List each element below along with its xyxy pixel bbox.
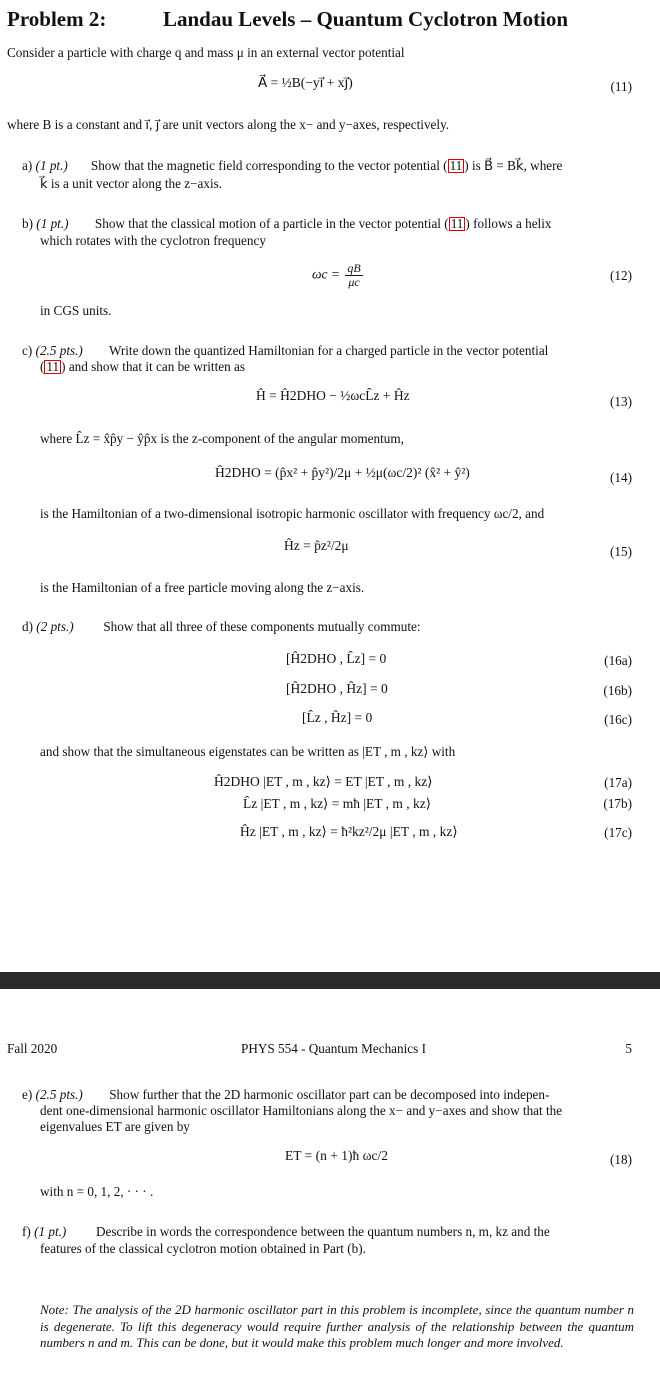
equation-14-number: (14): [610, 470, 632, 485]
equation-17c-number: (17c): [604, 825, 632, 840]
part-b-label: b): [22, 216, 33, 231]
equation-16b: [Ĥ2DHO , Ĥz] = 0: [286, 681, 388, 696]
equation-16a: [Ĥ2DHO , L̂z] = 0: [286, 651, 387, 666]
part-e-after: with n = 0, 1, 2, · · · .: [40, 1184, 154, 1199]
part-e-points: (2.5 pts.): [35, 1087, 83, 1102]
equation-16c: [L̂z , Ĥz] = 0: [302, 710, 373, 725]
equation-15: Ĥz = p̂z²/2μ: [284, 538, 349, 553]
header-semester: Fall 2020: [7, 1041, 58, 1056]
equation-12-number: (12): [610, 268, 632, 283]
part-a-points: (1 pt.): [35, 158, 68, 173]
problem-intro: Consider a particle with charge q and mass μ in an external vector potential: [7, 45, 405, 60]
equation-12: [312, 262, 365, 289]
part-f-label: f): [22, 1224, 31, 1239]
part-a: a) (1 pt.) Show that the magnetic field corresponding to the vector potential ( 11 ) is B⃗ = Bk⃗, where: [22, 158, 563, 173]
equation-13: Ĥ = Ĥ2DHO − ½ωcL̂z + Ĥz: [256, 388, 410, 403]
part-c-after15: is the Hamiltonian of a free particle moving along the z−axis.: [40, 580, 365, 595]
part-c-after14: is the Hamiltonian of a two-dimensional isotropic harmonic oscillator with frequency ωc/2, and: [40, 506, 545, 521]
part-c-line2-row: ( 11 ) and show that it can be written as: [40, 359, 245, 374]
part-f-line1: Describe in words the correspondence between the quantum numbers n, m, kz and the: [96, 1224, 550, 1239]
equation-ref-link[interactable]: 11: [450, 216, 464, 231]
part-e-label: e): [22, 1087, 33, 1102]
part-f-points: (1 pt.): [34, 1224, 67, 1239]
part-c-where: where L̂z = x̂p̂y − ŷp̂x is the z-component of the angular momentum,: [40, 431, 404, 446]
problem-number: Problem 2:: [7, 7, 107, 31]
part-a-label: a): [22, 158, 33, 173]
eq12-numerator: qB: [347, 261, 361, 275]
part-e-line2: dent one-dimensional harmonic oscillator Hamiltonians along the x− and y−axes and show that the: [40, 1103, 563, 1118]
part-b-line2: which rotates with the cyclotron frequency: [40, 233, 266, 248]
equation-18: ET = (n + 1)ħ ωc/2: [285, 1148, 388, 1163]
part-f: [22, 1223, 634, 1240]
equation-17a-number: (17a): [604, 775, 632, 790]
part-d-after: and show that the simultaneous eigenstates can be written as |ET , m , kz⟩ with: [40, 744, 456, 759]
equation-17a: Ĥ2DHO |ET , m , kz⟩ = ET |ET , m , kz⟩: [214, 774, 433, 789]
equation-14: Ĥ2DHO = (p̂x² + p̂y²)/2μ + ½μ(ωc/2)² (x̂² + ŷ²): [215, 465, 470, 480]
problem-title: Landau Levels – Quantum Cyclotron Motion: [163, 7, 569, 31]
part-e-line3: eigenvalues ET are given by: [40, 1119, 190, 1134]
part-e: [22, 1086, 634, 1103]
eq12-lhs: ωc =: [312, 266, 341, 282]
part-b-points: (1 pt.): [36, 216, 69, 231]
part-b-text-post: follows a helix: [473, 216, 552, 231]
equation-13-number: (13): [610, 394, 632, 409]
equation-16b-number: (16b): [603, 683, 632, 698]
closing-note: Note: The analysis of the 2D harmonic oscillator part in this problem is incomplete, since the quantum number n is degenerate. To lift this degeneracy would require further analysis of the relationship between the quantum numbers n and m. This can be done, but it would make this problem much longer and more involved.: [40, 1302, 634, 1350]
equation-ref-link[interactable]: 11: [46, 359, 60, 374]
equation-17c: Ĥz |ET , m , kz⟩ = ħ²kz²/2μ |ET , m , kz⟩: [240, 824, 458, 839]
equation-18-number: (18): [610, 1152, 632, 1167]
page-break-divider: [0, 972, 660, 989]
equation-16c-number: (16c): [604, 712, 632, 727]
part-a-text-post: is B⃗ = Bk⃗, where: [471, 158, 563, 173]
part-d-text: Show that all three of these components mutually commute:: [103, 619, 421, 634]
equation-11-number: (11): [610, 79, 632, 94]
equation-17b-number: (17b): [603, 796, 632, 811]
header-page-number: 5: [625, 1041, 632, 1056]
equation-16a-number: (16a): [604, 653, 632, 668]
part-d-points: (2 pts.): [36, 619, 74, 634]
part-c-label: c): [22, 343, 33, 358]
header-course: PHYS 554 - Quantum Mechanics I: [241, 1041, 426, 1056]
part-b: b) (1 pt.) Show that the classical motion of a particle in the vector potential ( 11 ) follows a helix: [22, 216, 552, 231]
equation-15-number: (15): [610, 544, 632, 559]
part-c-text: Write down the quantized Hamiltonian for a charged particle in the vector potential: [108, 343, 549, 358]
after-eq11-text: where B is a constant and ı⃗, ȷ⃗ are unit vectors along the x− and y−axes, respectively.: [7, 117, 450, 132]
part-c-points: (2.5 pts.): [35, 343, 83, 358]
equation-17b: L̂z |ET , m , kz⟩ = mħ |ET , m , kz⟩: [243, 796, 432, 811]
part-c: [22, 342, 634, 359]
part-b-text: Show that the classical motion of a particle in the vector potential: [94, 216, 441, 231]
eq12-denominator: μc: [348, 275, 360, 289]
part-c-line2: and show that it can be written as: [68, 359, 245, 374]
equation-11: A⃗ = ½B(−yı⃗ + xȷ⃗): [258, 75, 353, 90]
part-d: [22, 618, 634, 635]
part-a-text: Show that the magnetic field corresponding to the vector potential: [90, 158, 440, 173]
part-e-line1: Show further that the 2D harmonic oscillator part can be decomposed into indepen-: [109, 1087, 550, 1102]
part-a-line2: k⃗ is a unit vector along the z−axis.: [40, 176, 223, 191]
equation-ref-link[interactable]: 11: [449, 158, 463, 173]
part-f-line2: features of the classical cyclotron motion obtained in Part (b).: [40, 1241, 366, 1256]
part-d-label: d): [22, 619, 33, 634]
part-b-after: in CGS units.: [40, 303, 112, 318]
